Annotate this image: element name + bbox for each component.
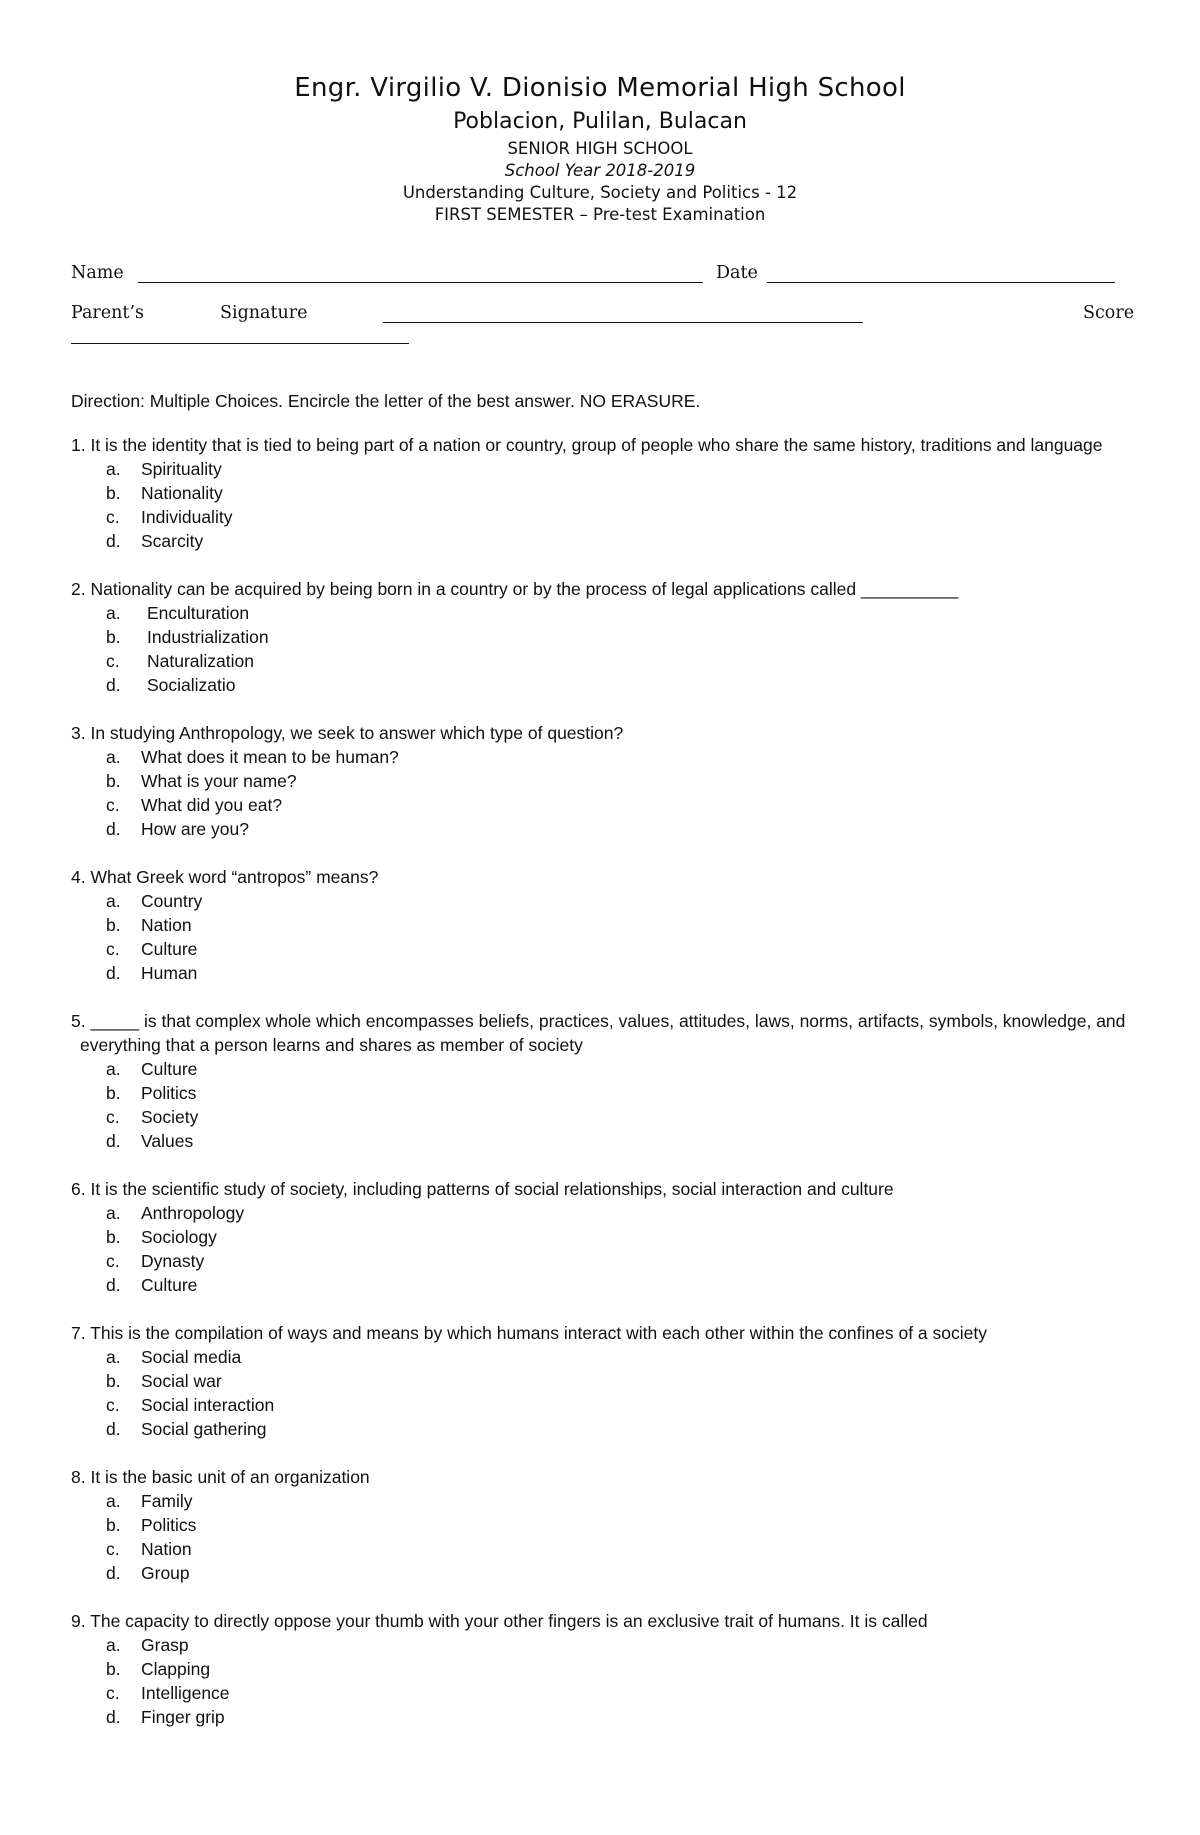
choice-letter: a. xyxy=(106,1491,121,1511)
question-text: 4. What Greek word “antropos” means? xyxy=(71,867,379,887)
choice-option[interactable] xyxy=(71,1249,1151,1273)
choice-text: Scarcity xyxy=(141,531,204,551)
choice-letter: c. xyxy=(106,939,120,959)
choice-letter: c. xyxy=(106,1107,120,1127)
choice-text: Culture xyxy=(141,1275,198,1295)
choice-option[interactable] xyxy=(71,769,1151,793)
choice-text: Grasp xyxy=(141,1635,189,1655)
choice-option[interactable] xyxy=(71,481,1151,505)
choice-option[interactable] xyxy=(71,961,1151,985)
choice-option[interactable] xyxy=(71,817,1151,841)
choice-list xyxy=(71,1345,1151,1441)
choice-letter: d. xyxy=(106,963,121,983)
choice-text: Human xyxy=(141,963,198,983)
choice-letter: b. xyxy=(106,771,121,791)
choice-option[interactable] xyxy=(71,1393,1151,1417)
choice-letter: d. xyxy=(106,1707,121,1727)
choice-text: Social gathering xyxy=(141,1419,267,1439)
choice-letter: b. xyxy=(106,1659,121,1679)
choice-letter: a. xyxy=(106,603,121,623)
choice-text: Sociology xyxy=(141,1227,217,1247)
document-header xyxy=(0,70,1200,226)
choice-option[interactable] xyxy=(71,1081,1151,1105)
question-3 xyxy=(71,721,1151,841)
choice-text: Social war xyxy=(141,1371,222,1391)
question-8 xyxy=(71,1465,1151,1585)
question-4 xyxy=(71,865,1151,985)
choice-option[interactable] xyxy=(71,529,1151,553)
choice-letter: b. xyxy=(106,483,121,503)
choice-letter: c. xyxy=(106,1251,120,1271)
exam-title: FIRST SEMESTER – Pre-test Examination xyxy=(434,205,766,224)
choice-text: What did you eat? xyxy=(141,795,283,815)
choice-list xyxy=(71,1201,1151,1297)
choice-letter: a. xyxy=(106,1347,121,1367)
choice-option[interactable] xyxy=(71,601,1151,625)
choice-text: Society xyxy=(141,1107,199,1127)
direction-text: Direction: Multiple Choices. Encircle the letter of the best answer. NO ERASURE. xyxy=(71,391,701,411)
parents-label: Parent’s xyxy=(71,303,144,323)
choice-option[interactable] xyxy=(71,1369,1151,1393)
choice-option[interactable] xyxy=(71,457,1151,481)
choice-letter: d. xyxy=(106,819,121,839)
question-6 xyxy=(71,1177,1151,1297)
choice-text: Nation xyxy=(141,1539,192,1559)
question-list xyxy=(71,433,1151,1729)
signature-label: Signature xyxy=(220,303,308,323)
choice-text: Nation xyxy=(141,915,192,935)
choice-option[interactable] xyxy=(71,1633,1151,1657)
choice-text: Nationality xyxy=(141,483,223,503)
date-label: Date xyxy=(716,263,758,283)
choice-text: Industrialization xyxy=(147,627,269,647)
choice-option[interactable] xyxy=(71,889,1151,913)
name-field[interactable] xyxy=(138,282,703,283)
choice-text: Socializatio xyxy=(147,675,236,695)
choice-option[interactable] xyxy=(71,1537,1151,1561)
choice-text: Naturalization xyxy=(147,651,254,671)
choice-list xyxy=(71,601,1151,697)
choice-text: What is your name? xyxy=(141,771,297,791)
choice-letter: d. xyxy=(106,1131,121,1151)
choice-text: Culture xyxy=(141,1059,198,1079)
choice-letter: b. xyxy=(106,1227,121,1247)
choice-text: Clapping xyxy=(141,1659,211,1679)
choice-option[interactable] xyxy=(71,1345,1151,1369)
choice-list xyxy=(71,745,1151,841)
question-9 xyxy=(71,1609,1151,1729)
choice-list xyxy=(71,889,1151,985)
choice-text: What does it mean to be human? xyxy=(141,747,399,767)
question-5 xyxy=(71,1009,1151,1153)
choice-option[interactable] xyxy=(71,1225,1151,1249)
choice-option[interactable] xyxy=(71,1129,1151,1153)
choice-letter: a. xyxy=(106,891,121,911)
choice-text: Enculturation xyxy=(147,603,250,623)
choice-letter: c. xyxy=(106,1539,120,1559)
choice-list xyxy=(71,1489,1151,1585)
choice-text: Politics xyxy=(141,1515,197,1535)
question-2 xyxy=(71,577,1151,697)
choice-option[interactable] xyxy=(71,1489,1151,1513)
question-text: 3. In studying Anthropology, we seek to answer which type of question? xyxy=(71,723,624,743)
choice-text: Finger grip xyxy=(141,1707,225,1727)
choice-letter: c. xyxy=(106,1683,120,1703)
choice-letter: a. xyxy=(106,1635,121,1655)
choice-option[interactable] xyxy=(71,649,1151,673)
choice-letter: d. xyxy=(106,675,121,695)
question-text: 2. Nationality can be acquired by being born in a country or by the process of legal applications called __________ xyxy=(71,579,959,599)
choice-option[interactable] xyxy=(71,1657,1151,1681)
subject-title: Understanding Culture, Society and Politics - 12 xyxy=(402,183,798,202)
date-field[interactable] xyxy=(767,282,1115,283)
choice-list xyxy=(71,1057,1151,1153)
choice-letter: c. xyxy=(106,795,120,815)
school-address: Poblacion, Pulilan, Bulacan xyxy=(453,109,747,134)
choice-text: Group xyxy=(141,1563,190,1583)
question-text: 1. It is the identity that is tied to being part of a nation or country, group of people who share the same history, traditions and language xyxy=(71,435,1103,455)
choice-option[interactable] xyxy=(71,745,1151,769)
choice-text: Social interaction xyxy=(141,1395,275,1415)
choice-option[interactable] xyxy=(71,1201,1151,1225)
choice-text: Politics xyxy=(141,1083,197,1103)
choice-option[interactable] xyxy=(71,793,1151,817)
choice-option[interactable] xyxy=(71,937,1151,961)
choice-text: Culture xyxy=(141,939,198,959)
choice-option[interactable] xyxy=(71,913,1151,937)
department: SENIOR HIGH SCHOOL xyxy=(507,139,693,158)
school-name: Engr. Virgilio V. Dionisio Memorial High School xyxy=(294,73,906,103)
choice-option[interactable] xyxy=(71,1513,1151,1537)
choice-option[interactable] xyxy=(71,1561,1151,1585)
question-text: 7. This is the compilation of ways and means by which humans interact with each other within the confines of a society xyxy=(71,1323,987,1343)
choice-text: Spirituality xyxy=(141,459,222,479)
score-field[interactable] xyxy=(71,343,409,344)
choice-list xyxy=(71,1633,1151,1729)
choice-letter: b. xyxy=(106,1515,121,1535)
choice-option[interactable] xyxy=(71,505,1151,529)
choice-text: Anthropology xyxy=(141,1203,245,1223)
choice-option[interactable] xyxy=(71,673,1151,697)
question-7 xyxy=(71,1321,1151,1441)
choice-text: Dynasty xyxy=(141,1251,205,1271)
signature-field[interactable] xyxy=(383,322,863,323)
choice-letter: c. xyxy=(106,507,120,527)
choice-text: Values xyxy=(141,1131,194,1151)
question-text: 8. It is the basic unit of an organization xyxy=(71,1467,370,1487)
choice-letter: b. xyxy=(106,627,121,647)
choice-letter: d. xyxy=(106,1563,121,1583)
choice-letter: d. xyxy=(106,1419,121,1439)
choice-letter: a. xyxy=(106,1059,121,1079)
school-year: School Year 2018-2019 xyxy=(504,161,696,180)
choice-letter: a. xyxy=(106,1203,121,1223)
choice-text: Intelligence xyxy=(141,1683,230,1703)
choice-option[interactable] xyxy=(71,1105,1151,1129)
choice-letter: d. xyxy=(106,531,121,551)
choice-text: Family xyxy=(141,1491,193,1511)
exam-content xyxy=(71,389,1151,1753)
choice-letter: c. xyxy=(106,1395,120,1415)
choice-text: Country xyxy=(141,891,203,911)
choice-option[interactable] xyxy=(71,625,1151,649)
choice-option[interactable] xyxy=(71,1273,1151,1297)
question-text: 9. The capacity to directly oppose your thumb with your other fingers is an exclusive trait of humans. It is called xyxy=(71,1611,928,1631)
choice-list xyxy=(71,457,1151,553)
choice-letter: b. xyxy=(106,1371,121,1391)
choice-text: Individuality xyxy=(141,507,233,527)
choice-letter: a. xyxy=(106,747,121,767)
choice-option[interactable] xyxy=(71,1057,1151,1081)
choice-letter: c. xyxy=(106,651,120,671)
choice-option[interactable] xyxy=(71,1417,1151,1441)
question-text: 5. _____ is that complex whole which encompasses beliefs, practices, values, attitudes, laws, norms, artifacts, symbols, knowledge, and everything that a person learns and shares as member of society xyxy=(71,1011,1126,1055)
choice-letter: b. xyxy=(106,1083,121,1103)
question-1 xyxy=(71,433,1151,553)
name-label: Name xyxy=(71,263,124,283)
choice-letter: b. xyxy=(106,915,121,935)
choice-letter: d. xyxy=(106,1275,121,1295)
choice-text: Social media xyxy=(141,1347,242,1367)
score-label: Score xyxy=(1083,303,1135,323)
choice-option[interactable] xyxy=(71,1681,1151,1705)
question-text: 6. It is the scientific study of society, including patterns of social relationships, social interaction and culture xyxy=(71,1179,894,1199)
choice-option[interactable] xyxy=(71,1705,1151,1729)
choice-letter: a. xyxy=(106,459,121,479)
choice-text: How are you? xyxy=(141,819,249,839)
